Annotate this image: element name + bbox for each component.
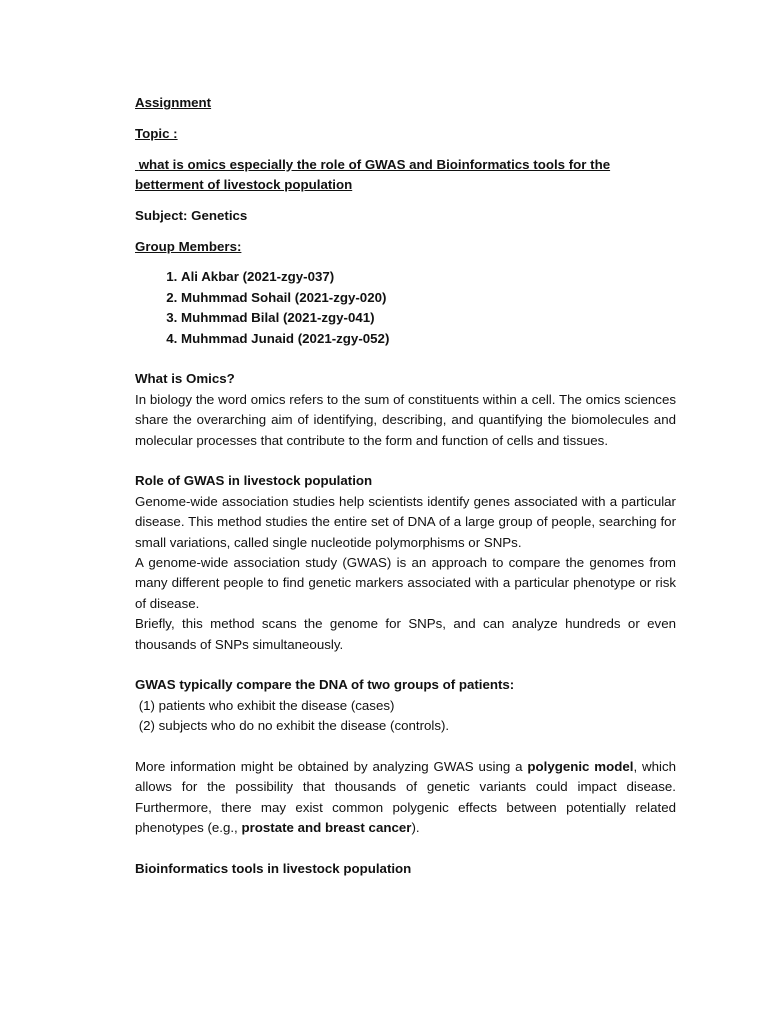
gwas-compare-line-2-text: (2) subjects who do no exhibit the disease (controls).	[138, 718, 450, 734]
gwas-role-paragraph-1: Genome-wide association studies help scientists identify genes associated with a particular disease. This method studies the entire set of DNA of a large group of people, searching for small variations, called single nucleotide polymorphisms or SNPs.	[135, 493, 676, 550]
gwas-compare-heading: GWAS typically compare the DNA of two groups of patients:	[135, 677, 515, 693]
cancer-example-term: prostate and breast cancer	[241, 820, 412, 836]
topic-text	[131, 155, 676, 196]
polygenic-paragraph	[135, 757, 676, 839]
omics-heading: What is Omics?	[135, 371, 235, 387]
bioinformatics-heading: Bioinformatics tools in livestock population	[135, 861, 412, 877]
list-item: 1. Ali Akbar (2021-zgy-037)	[181, 267, 676, 287]
assignment-heading: Assignment	[135, 95, 212, 110]
list-item: 2. Muhmmad Sohail (2021-zgy-020)	[181, 288, 676, 308]
list-item: 4. Muhmmad Junaid (2021-zgy-052)	[181, 329, 676, 349]
polygenic-model-term: polygenic model	[527, 759, 634, 775]
topic-label: Topic :	[135, 125, 178, 141]
gwas-compare-line-1	[135, 696, 676, 716]
polygenic-text-1: More information might be obtained by analyzing GWAS using a	[135, 759, 528, 775]
subject-line: Subject: Genetics	[135, 207, 248, 223]
omics-paragraph: In biology the word omics refers to the sum of constituents within a cell. The omics sciences share the overarching aim of identifying, describing, and quantifying the biomolecules and molecular processes that contribute to the form and function of cells and tissues.	[135, 391, 676, 448]
gwas-compare-line-2	[135, 716, 676, 736]
polygenic-text-2: , which allows for the possibility that thousands of genetic variants could impact disease. Furthermore, there may exist common polygenic effects between potentially related phenotypes (e.g.,	[135, 759, 677, 836]
group-members-list	[135, 267, 676, 349]
gwas-compare-line-1-text: (1) patients who exhibit the disease (cases)	[138, 697, 395, 713]
gwas-role-heading: Role of GWAS in livestock population	[135, 473, 373, 489]
gwas-role-paragraph-3: Briefly, this method scans the genome for SNPs, and can analyze hundreds or even thousands of SNPs simultaneously.	[135, 616, 676, 652]
gwas-role-paragraph-2: A genome-wide association study (GWAS) is an approach to compare the genomes from many different people to find genetic markers associated with a particular phenotype or risk of disease.	[135, 555, 676, 611]
group-members-label: Group Members:	[135, 238, 242, 254]
polygenic-text-3: ).	[411, 820, 420, 836]
list-item: 3. Muhmmad Bilal (2021-zgy-041)	[181, 308, 676, 328]
topic-text-content: what is omics especially the role of GWAS and Bioinformatics tools for the betterment of livestock population	[135, 156, 611, 192]
